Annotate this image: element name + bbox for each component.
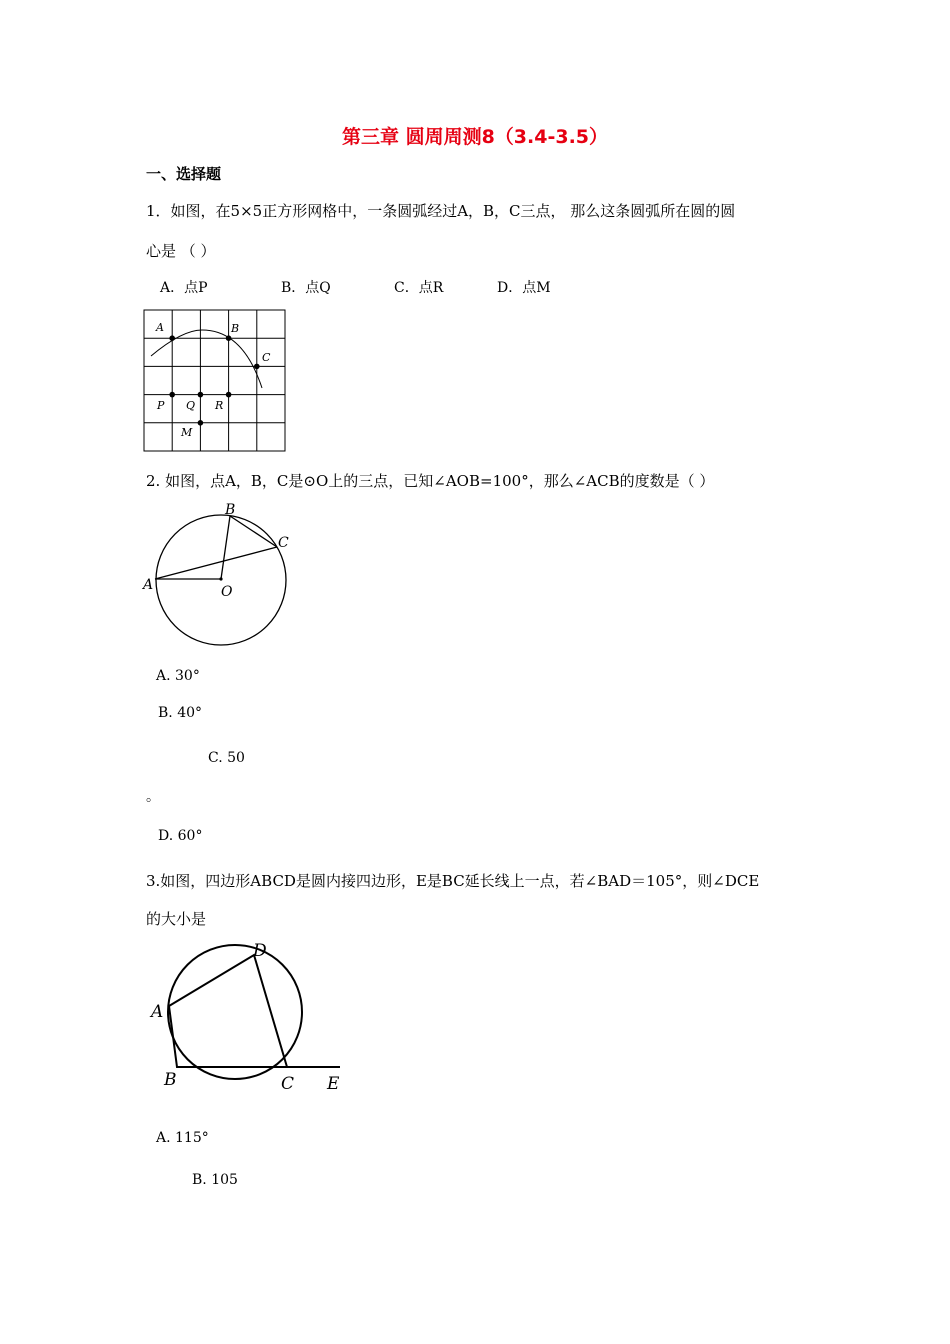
question-1-text-line1: 1．如图，在5×5正方形网格中，一条圆弧经过A，B，C三点， 那么这条圆弧所在圆的圆 [146,202,736,220]
label-e: E [327,1074,340,1094]
label-m: M [181,426,193,439]
question-2-option-b: B. 40° [158,705,203,721]
question-3-quadrilateral-figure [140,936,355,1096]
circular-arc [151,330,262,388]
question-2-option-c-degree: 。 [146,789,160,805]
label-o: O [221,584,233,600]
question-3-option-a: A. 115° [156,1130,209,1146]
label-b: B [225,502,236,518]
question-2-option-a: A. 30° [156,668,200,684]
segment-bc [230,516,277,547]
label-b: B [231,322,240,335]
point-m [198,420,204,426]
point-a [169,335,175,341]
segment-ac [155,547,277,579]
label-a: A [143,577,154,593]
quadrilateral-abcd [169,955,287,1067]
question-1-option-a: A．点P [160,280,208,296]
center-point-o [219,577,222,580]
question-3-text-line1: 3.如图，四边形ABCD是圆内接四边形，E是BC延长线上一点，若∠BAD＝105°，则∠DCE [146,872,760,890]
question-1-grid-figure [140,305,292,457]
section-heading: 一、选择题 [146,165,222,183]
question-1-option-c: C．点R [394,280,444,296]
label-r: R [215,399,224,412]
label-c: C [262,351,271,364]
point-b [226,335,232,341]
label-p: P [157,399,165,412]
segment-ob [221,516,230,579]
label-b: B [164,1070,177,1090]
point-r [226,392,232,398]
label-q: Q [186,399,196,412]
question-2-circle-figure [140,497,310,655]
page-title: 第三章 圆周周测8（3.4-3.5） [341,126,609,148]
point-p [169,392,175,398]
question-2-option-d: D. 60° [158,828,203,844]
point-c [254,364,260,370]
label-a: A [156,321,164,334]
circumscribed-circle [168,945,302,1079]
label-c: C [281,1074,295,1094]
question-3-option-b: B. 105 [192,1172,238,1188]
question-2-option-c: C. 50 [208,750,245,766]
question-3-text-line2: 的大小是 [146,910,207,928]
question-1-text-line2: 心是 （ ） [146,242,216,260]
label-c: C [278,535,289,551]
point-q [198,392,204,398]
question-1-option-b: B．点Q [281,280,331,296]
question-1-option-d: D．点M [497,280,551,296]
label-a: A [151,1002,164,1022]
label-d: D [253,941,267,961]
question-2-text: 2. 如图，点A，B，C是⊙O上的三点，已知∠AOB=100°，那么∠ACB的度数是（ ） [146,472,715,490]
